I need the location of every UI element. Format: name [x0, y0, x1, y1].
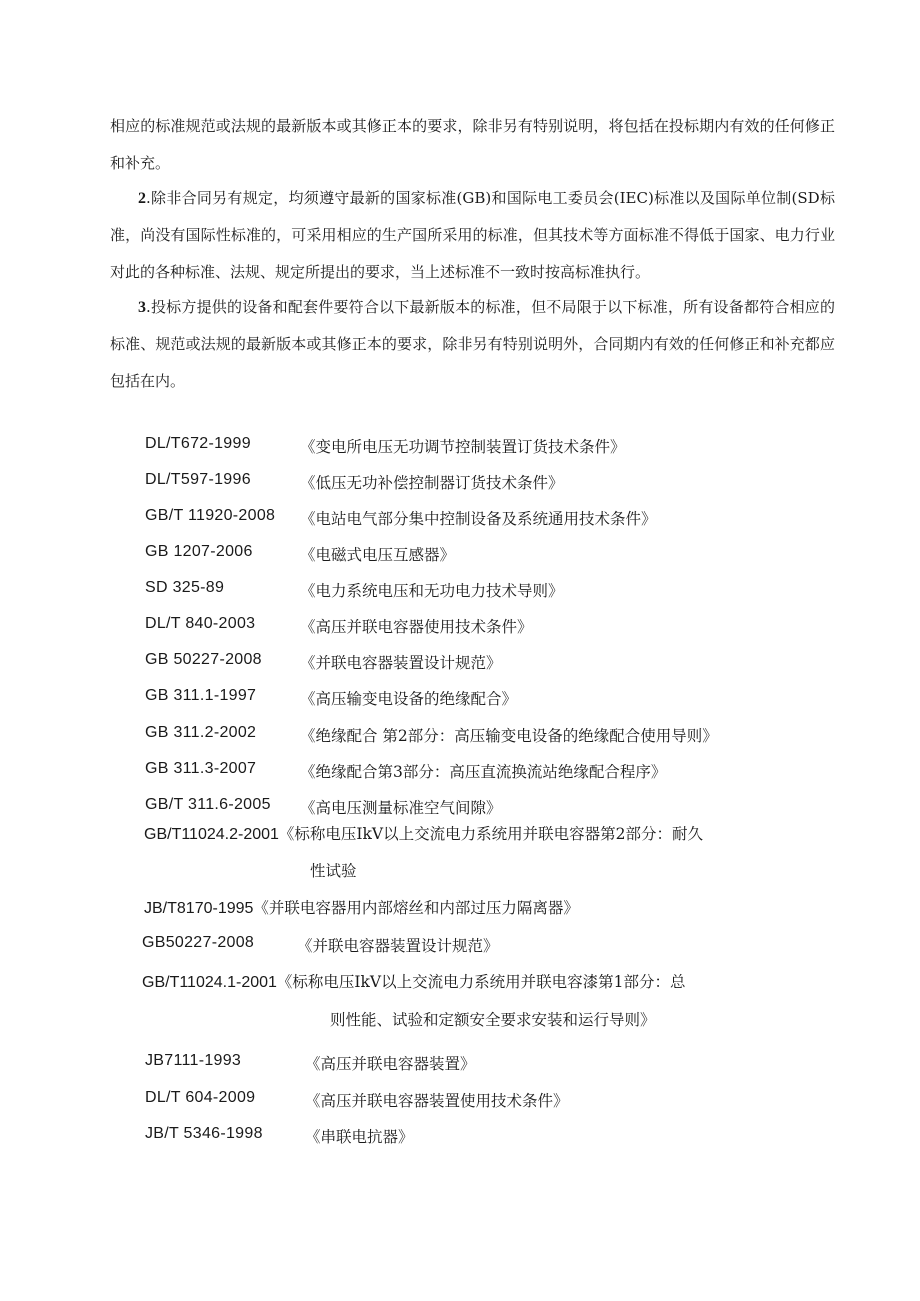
- standard-title: 性试验: [310, 862, 357, 880]
- paragraph-2: [110, 180, 835, 291]
- standard-code: JB/T8170-1995: [144, 900, 254, 917]
- standard-title: 《高电压测量标准空气间隙》: [300, 799, 502, 817]
- paragraph-number: 3: [138, 299, 146, 316]
- standard-title-continuation: [310, 859, 357, 881]
- standard-code: GB 1207-2006: [145, 543, 253, 560]
- paragraph-text: 相应的标准规范或法规的最新版本或其修正本的要求，除非另有特别说明，将包括在投标期内有效的任何修正和补充。: [110, 117, 835, 172]
- standard-item: [144, 896, 579, 918]
- standard-code: GB/T 311.6-2005: [145, 796, 271, 813]
- standard-title: 《电磁式电压互感器》: [300, 546, 456, 564]
- standard-title: 《变电所电压无功调节控制装置订货技术条件》: [300, 438, 626, 456]
- standard-title: 《绝缘配合第3部分：高压直流换流站绝缘配合程序》: [300, 763, 667, 781]
- standard-code: GB/T11024.2-2001: [144, 826, 279, 843]
- standard-title: 《低压无功补偿控制器订货技术条件》: [300, 474, 564, 492]
- paragraph-text: .投标方提供的设备和配套件要符合以下最新版本的标准，但不局限于以下标准，所有设备都符合相应的标准、规范或法规的最新版本或其修正本的要求，除非另有特别说明外，合同期内有效的任何修正和补充都应包括在内。: [110, 298, 835, 390]
- standard-code: GB/T11024.1-2001: [142, 974, 277, 991]
- standard-title: 《电站电气部分集中控制设备及系统通用技术条件》: [300, 510, 657, 528]
- standard-code: DL/T672-1999: [145, 435, 251, 452]
- standard-code: GB 311.3-2007: [145, 760, 257, 777]
- standard-code: GB 50227-2008: [145, 651, 262, 668]
- standard-title: 《高压并联电容器装置》: [305, 1055, 476, 1073]
- standard-code: GB 311.1-1997: [145, 687, 257, 704]
- standard-title: 《高压并联电容器使用技术条件》: [300, 618, 533, 636]
- standard-code: GB 311.2-2002: [145, 724, 257, 741]
- standard-item: [142, 970, 685, 992]
- paragraph-text: .除非合同另有规定，均须遵守最新的国家标准(GB)和国际电工委员会(IEC)标准以及国际单位制(SD标准，尚没有国际性标准的，可采用相应的生产国所采用的标准，但其技术等方面标准不得低于国家、电力行业对此的各种标准、法规、规定所提出的要求，当上述标准不一致时按高标准执行。: [110, 189, 835, 281]
- standard-code: SD 325-89: [145, 579, 225, 596]
- standard-code: GB/T 11920-2008: [145, 507, 276, 524]
- standard-code: DL/T597-1996: [145, 471, 251, 488]
- standard-title-continuation: [330, 1008, 656, 1030]
- standard-title: 《串联电抗器》: [305, 1128, 414, 1146]
- standard-title: 则性能、试验和定额安全要求安装和运行导则》: [330, 1011, 656, 1029]
- standard-title: 《并联电容器装置设计规范》: [300, 654, 502, 672]
- standard-title: 《高压输变电设备的绝缘配合》: [300, 690, 518, 708]
- standard-title: 《标称电压IkV以上交流电力系统用并联电容漆第1部分：总: [276, 973, 686, 991]
- standard-code: JB7111-1993: [145, 1052, 242, 1069]
- standard-title: 《高压并联电容器装置使用技术条件》: [305, 1092, 569, 1110]
- standard-title: 《标称电压IkV以上交流电力系统用并联电容器第2部分：耐久: [278, 825, 703, 843]
- paragraph-number: 2: [138, 190, 146, 207]
- standard-title: 《电力系统电压和无功电力技术导则》: [300, 582, 564, 600]
- standard-title: 《并联电容器用内部熔丝和内部过压力隔离器》: [253, 899, 579, 917]
- standard-code: GB50227-2008: [142, 934, 255, 951]
- paragraph-continuation: [110, 108, 835, 182]
- standard-code: JB/T 5346-1998: [145, 1125, 263, 1142]
- standard-code: DL/T 604-2009: [145, 1089, 256, 1106]
- standard-item: [144, 822, 703, 844]
- standard-title: 《绝缘配合 第2部分：高压输变电设备的绝缘配合使用导则》: [300, 727, 718, 745]
- standard-title: 《并联电容器装置设计规范》: [297, 937, 499, 955]
- standard-code: DL/T 840-2003: [145, 615, 256, 632]
- paragraph-3: [110, 289, 835, 400]
